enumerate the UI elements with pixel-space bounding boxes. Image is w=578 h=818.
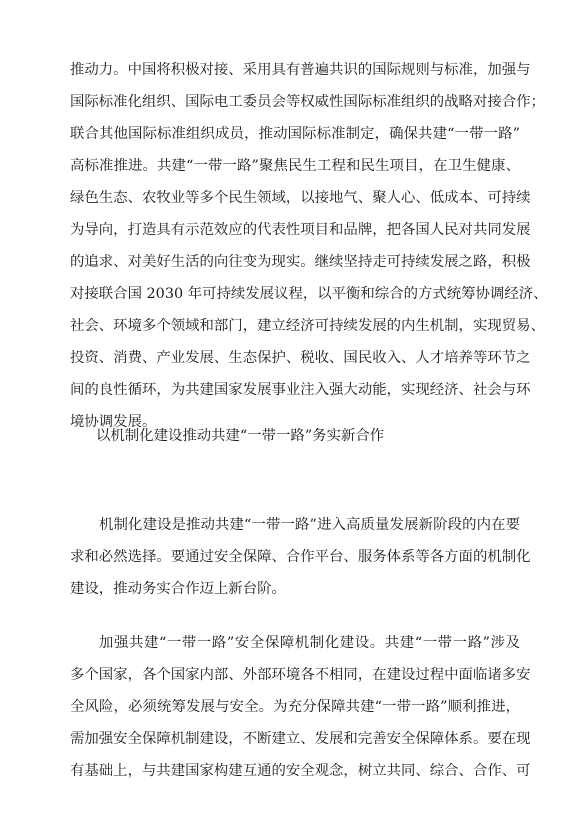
paragraph-line: 有基础上，与共建国家构建互通的安全观念，树立共同、综合、合作、可 [70, 763, 531, 779]
paragraph-2 [70, 509, 531, 605]
paragraph-line: 加强共建“一带一路”安全保障机制化建设。共建“一带一路”涉及 [99, 635, 520, 651]
paragraph-line: 投资、消费、产业发展、生态保护、税收、国民收入、人才培养等环节之 [70, 350, 531, 366]
paragraph-line: 的追求、对美好生活的向往变为现实。继续坚持走可持续发展之路，积极 [70, 254, 531, 270]
paragraph-3 [70, 627, 531, 787]
paragraph-line: 建设，推动务实合作迈上新台阶。 [70, 581, 286, 597]
paragraph-line: 间的良性循环，为共建国家发展事业注入强大动能，实现经济、社会与环 [70, 382, 531, 398]
paragraph-line: 绿色生态、农牧业等多个民生领域，以接地气、聚人心、低成本、可持续 [70, 190, 531, 206]
paragraph-line: 为导向，打造具有示范效应的代表性项目和品牌，把各国人民对共同发展 [70, 222, 531, 238]
paragraph-1 [70, 54, 548, 438]
paragraph-line: 全风险，必须统筹发展与安全。为充分保障共建“一带一路”顺利推进， [70, 699, 520, 715]
section-heading: 以机制化建设推动共建“一带一路”务实新合作 [96, 428, 385, 444]
paragraph-line: 高标准推进。共建“一带一路”聚焦民生工程和民生项目，在卫生健康、 [70, 158, 520, 174]
paragraph-line: 多个国家，各个国家内部、外部环境各不相同，在建设过程中面临诸多安 [70, 667, 531, 683]
paragraph-line: 推动力。中国将积极对接、采用具有普遍共识的国际规则与标准，加强与 [70, 62, 531, 78]
paragraph-line: 联合其他国际标准组织成员，推动国际标准制定，确保共建“一带一路” [70, 126, 520, 142]
paragraph-line: 需加强安全保障机制建设，不断建立、发展和完善安全保障体系。要在现 [70, 731, 531, 747]
paragraph-line: 社会、环境多个领域和部门，建立经济可持续发展的内生机制，实现贸易、 [70, 318, 545, 334]
paragraph-line: 对接联合国 2030 年可持续发展议程，以平衡和综合的方式统筹协调经济、 [70, 286, 548, 302]
paragraph-line: 国际标准化组织、国际电工委员会等权威性国际标准组织的战略对接合作； [70, 94, 545, 110]
paragraph-line: 机制化建设是推动共建“一带一路”进入高质量发展新阶段的内在要 [99, 517, 520, 533]
paragraph-line: 境协调发展。 [70, 414, 157, 430]
paragraph-line: 求和必然选择。要通过安全保障、合作平台、服务体系等各方面的机制化 [70, 549, 531, 565]
